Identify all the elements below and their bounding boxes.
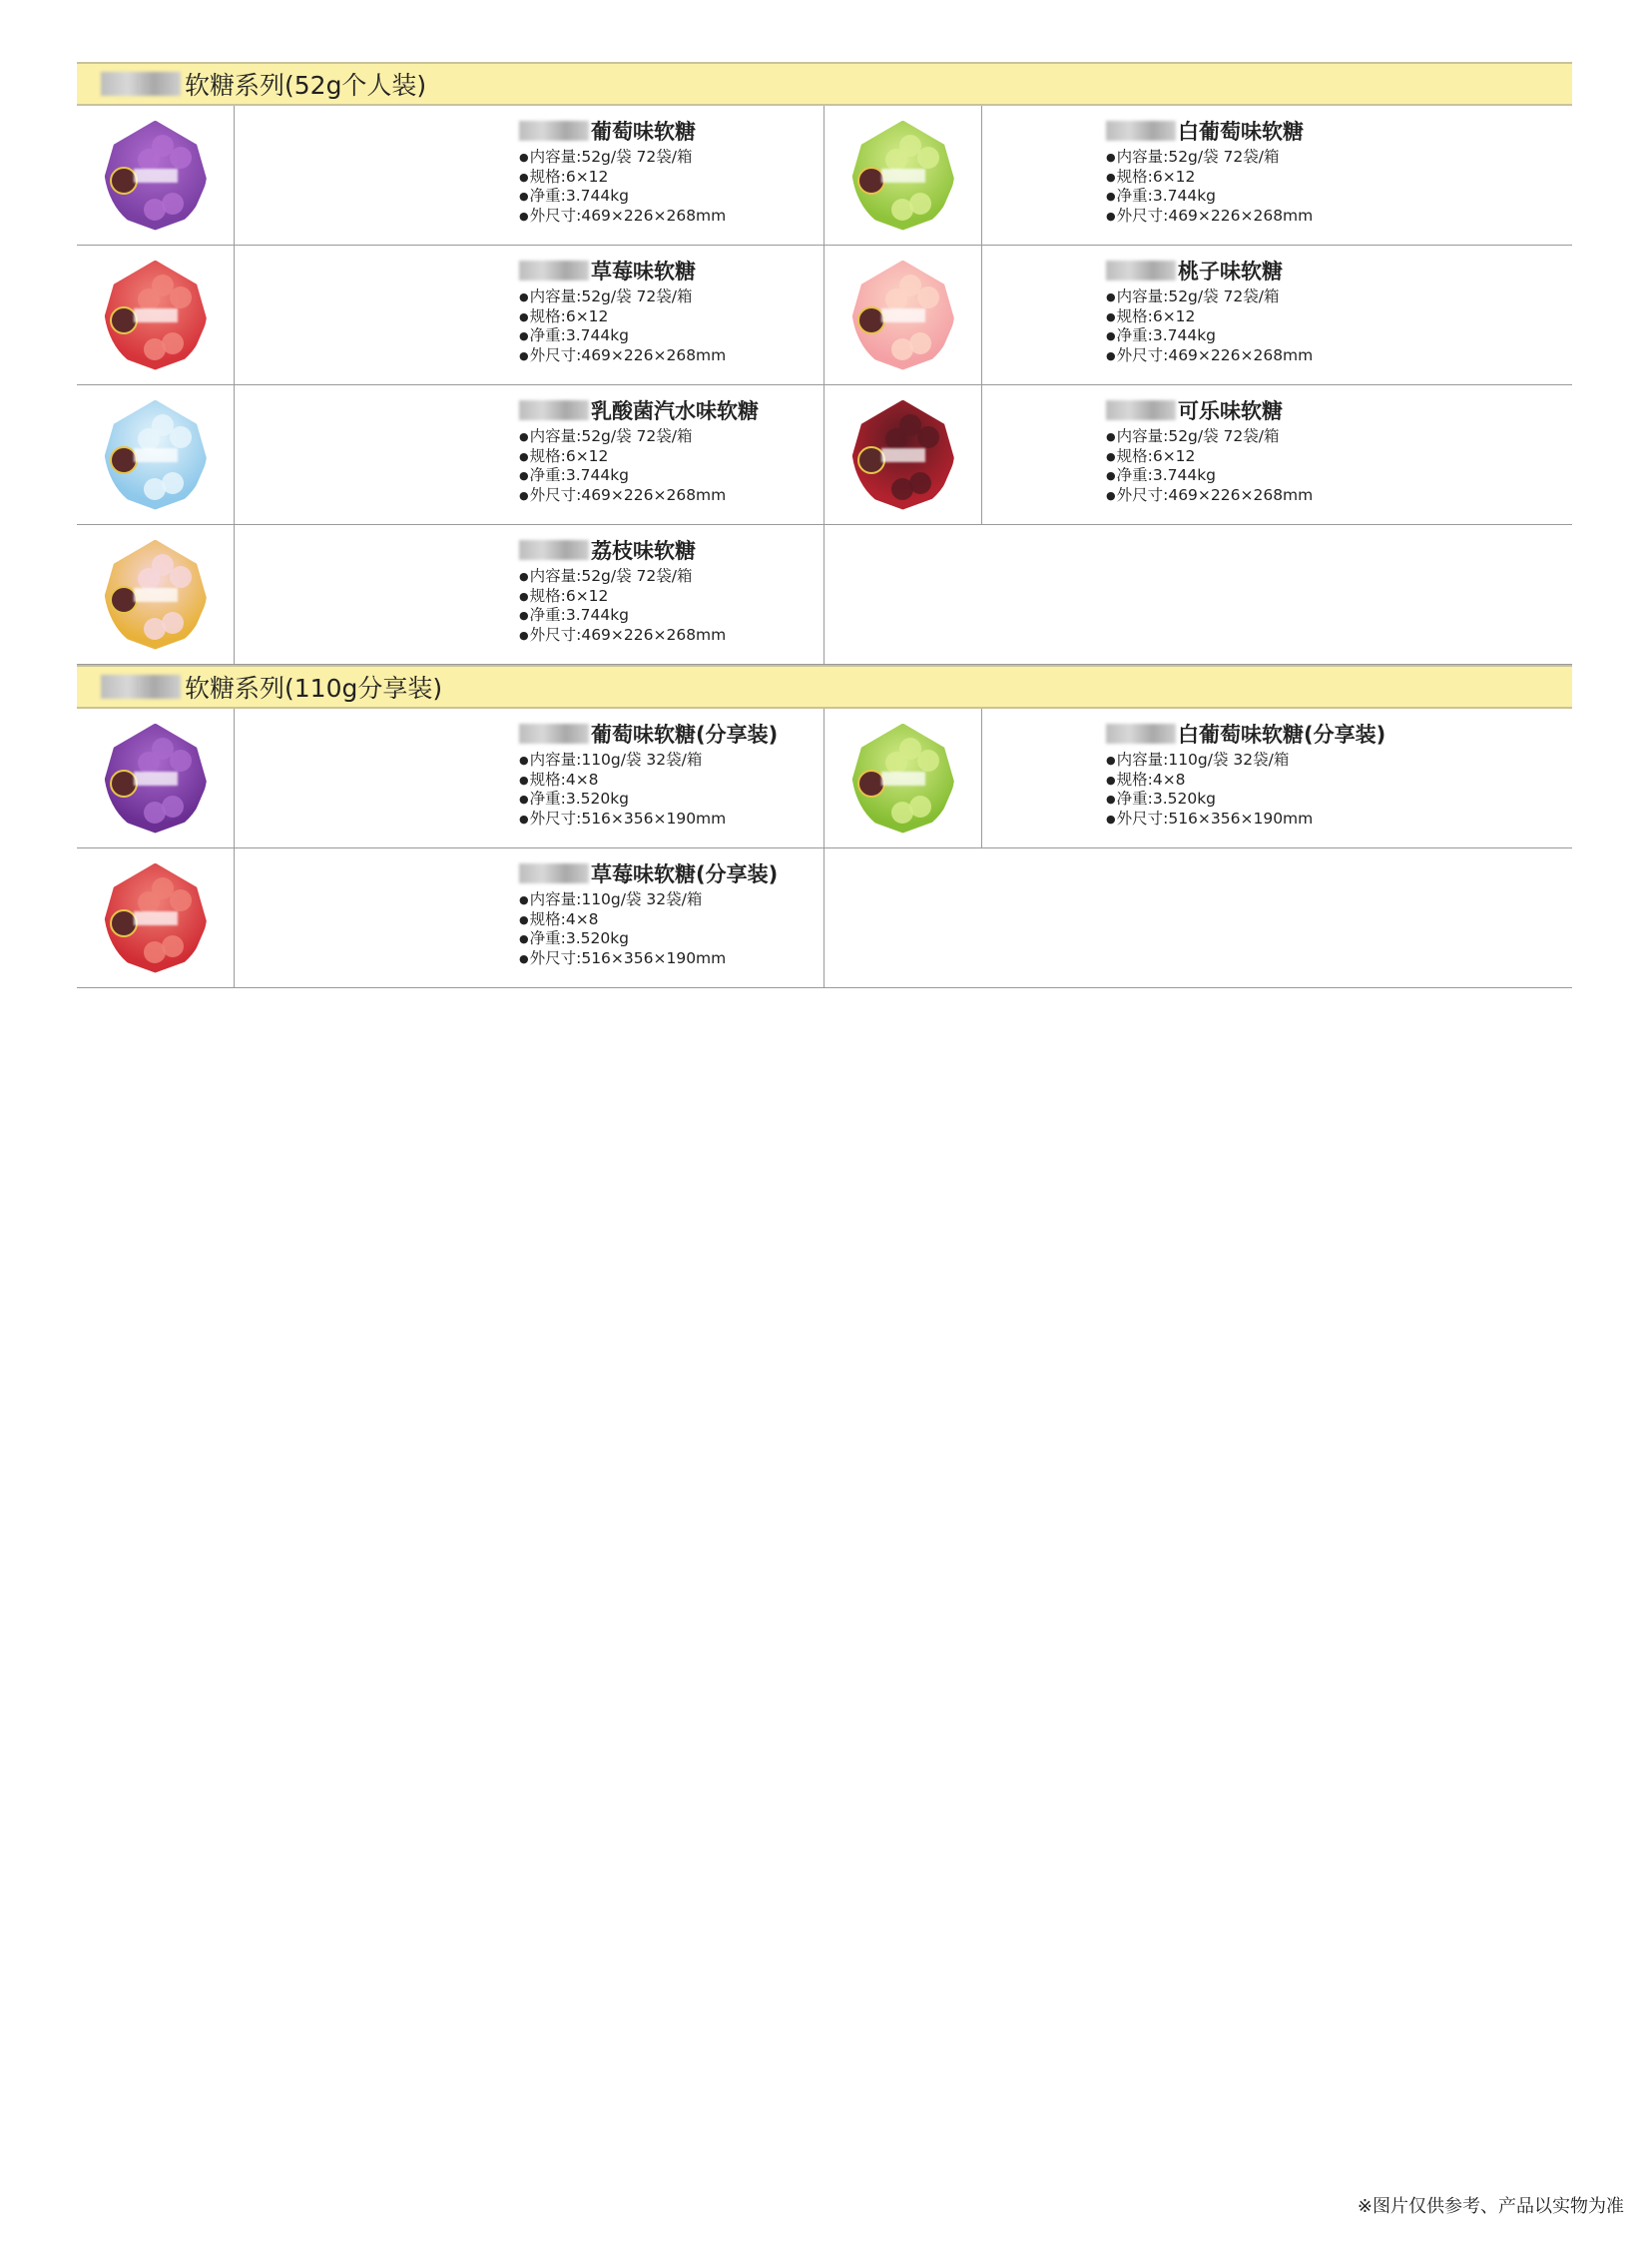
- fruit-graphic: [885, 428, 907, 450]
- brand-name-blurred: [519, 863, 589, 883]
- product-specs: [519, 890, 778, 968]
- fruit-graphic: [144, 478, 166, 500]
- spec-line: ● 规格:6×12: [519, 168, 726, 188]
- spec-line: ● 规格:6×12: [519, 587, 726, 607]
- product-specs: [1106, 287, 1313, 365]
- section-header: [77, 62, 1572, 106]
- spec-line: ● 规格:4×8: [1106, 771, 1385, 791]
- pouch-label-blurred: [881, 308, 925, 322]
- product-name-row: [1106, 118, 1313, 144]
- footnote: ※图片仅供参考、产品以实物为准: [1357, 2196, 1624, 2217]
- product-card: [77, 106, 825, 246]
- product-info: [519, 118, 726, 226]
- product-pouch-image: [851, 724, 955, 834]
- fruit-graphic: [144, 802, 166, 824]
- spec-line: ● 规格:6×12: [519, 447, 759, 467]
- spec-line: ● 净重:3.744kg: [1106, 326, 1313, 346]
- product-pouch-image: [104, 261, 208, 370]
- fruit-graphic: [170, 286, 192, 308]
- spec-line: ● 内容量:52g/袋 72袋/箱: [1106, 287, 1313, 307]
- brand-logo-blurred: [101, 675, 181, 699]
- product-info: [519, 721, 778, 829]
- spec-line: ● 内容量:110g/袋 32袋/箱: [519, 890, 778, 910]
- brand-name-blurred: [1106, 261, 1176, 280]
- product-name: 草莓味软糖: [591, 260, 696, 283]
- product-specs: [519, 751, 778, 829]
- product-card: [77, 385, 825, 525]
- fruit-graphic: [138, 568, 160, 590]
- product-grid: [77, 709, 1572, 988]
- spec-line: ● 净重:3.744kg: [519, 326, 726, 346]
- fruit-graphic: [891, 338, 913, 360]
- section-header: [77, 665, 1572, 709]
- pouch-label-blurred: [881, 169, 925, 183]
- spec-line: ● 规格:6×12: [1106, 307, 1313, 327]
- product-image-frame: [77, 106, 235, 245]
- fruit-graphic: [138, 428, 160, 450]
- spec-line: ● 净重:3.744kg: [519, 466, 759, 486]
- spec-line: ● 净重:3.520kg: [519, 929, 778, 949]
- fruit-graphic: [917, 286, 939, 308]
- fruit-graphic: [885, 149, 907, 171]
- fruit-graphic: [170, 426, 192, 448]
- spec-line: ● 外尺寸:469×226×268mm: [1106, 486, 1313, 506]
- product-name-row: [519, 860, 778, 886]
- product-card: [825, 385, 1572, 525]
- product-specs: [519, 427, 759, 505]
- product-name: 草莓味软糖(分享装): [591, 862, 779, 886]
- product-card: [77, 246, 825, 385]
- spec-line: ● 净重:3.744kg: [519, 187, 726, 207]
- product-name-row: [1106, 721, 1385, 747]
- empty-cell: [825, 848, 1572, 988]
- product-pouch-image: [104, 724, 208, 834]
- product-info: [1106, 258, 1313, 365]
- product-card: [825, 246, 1572, 385]
- section-title: 软糖系列(110g分享装): [185, 674, 443, 703]
- product-name-row: [1106, 258, 1313, 283]
- spec-line: ● 内容量:52g/袋 72袋/箱: [1106, 148, 1313, 168]
- fruit-graphic: [170, 147, 192, 169]
- product-name-row: [1106, 397, 1313, 423]
- product-info: [1106, 721, 1385, 829]
- product-name: 可乐味软糖: [1178, 399, 1283, 423]
- spec-line: ● 内容量:52g/袋 72袋/箱: [519, 148, 726, 168]
- product-name-row: [519, 537, 726, 563]
- brand-logo-blurred: [101, 72, 181, 96]
- product-image-frame: [77, 525, 235, 664]
- product-name-row: [519, 258, 726, 283]
- brand-name-blurred: [519, 400, 589, 420]
- product-name-row: [519, 721, 778, 747]
- product-specs: [1106, 148, 1313, 226]
- spec-line: ● 外尺寸:469×226×268mm: [519, 207, 726, 227]
- product-pouch-image: [104, 863, 208, 973]
- product-image-frame: [77, 385, 235, 524]
- spec-line: ● 内容量:52g/袋 72袋/箱: [519, 287, 726, 307]
- pouch-label-blurred: [134, 448, 178, 462]
- pouch-label-blurred: [134, 169, 178, 183]
- spec-line: ● 外尺寸:469×226×268mm: [519, 486, 759, 506]
- product-name-row: [519, 118, 726, 144]
- product-specs: [519, 567, 726, 645]
- product-info: [519, 537, 726, 645]
- product-image-frame: [77, 848, 235, 987]
- product-name: 桃子味软糖: [1178, 260, 1283, 283]
- spec-line: ● 规格:6×12: [1106, 168, 1313, 188]
- spec-line: ● 外尺寸:469×226×268mm: [1106, 207, 1313, 227]
- product-grid: [77, 106, 1572, 665]
- spec-line: ● 内容量:52g/袋 72袋/箱: [519, 427, 759, 447]
- product-pouch-image: [104, 121, 208, 231]
- product-image-frame: [77, 246, 235, 384]
- product-info: [519, 860, 778, 968]
- product-info: [1106, 118, 1313, 226]
- pouch-label-blurred: [134, 911, 178, 925]
- product-image-frame: [825, 709, 982, 847]
- product-info: [519, 258, 726, 365]
- product-pouch-image: [104, 400, 208, 510]
- spec-line: ● 内容量:110g/袋 32袋/箱: [1106, 751, 1385, 771]
- product-card: [825, 106, 1572, 246]
- product-pouch-image: [851, 121, 955, 231]
- fruit-graphic: [885, 752, 907, 774]
- pouch-label-blurred: [881, 772, 925, 786]
- product-specs: [519, 148, 726, 226]
- product-card: [77, 709, 825, 848]
- product-name: 荔枝味软糖: [591, 539, 696, 563]
- brand-name-blurred: [1106, 724, 1176, 744]
- product-image-frame: [77, 709, 235, 847]
- product-info: [1106, 397, 1313, 505]
- empty-cell: [825, 525, 1572, 665]
- spec-line: ● 规格:6×12: [519, 307, 726, 327]
- product-pouch-image: [851, 400, 955, 510]
- pouch-label-blurred: [881, 448, 925, 462]
- fruit-graphic: [144, 618, 166, 640]
- product-card: [77, 525, 825, 665]
- fruit-graphic: [891, 478, 913, 500]
- fruit-graphic: [891, 199, 913, 221]
- product-specs: [1106, 751, 1385, 829]
- product-specs: [1106, 427, 1313, 505]
- fruit-graphic: [170, 566, 192, 588]
- product-name-row: [519, 397, 759, 423]
- product-card: [825, 709, 1572, 848]
- product-catalog: [77, 62, 1572, 988]
- spec-line: ● 外尺寸:469×226×268mm: [1106, 346, 1313, 366]
- product-image-frame: [825, 246, 982, 384]
- spec-line: ● 外尺寸:516×356×190mm: [519, 949, 778, 969]
- fruit-graphic: [138, 149, 160, 171]
- product-name: 葡萄味软糖(分享装): [591, 723, 779, 747]
- fruit-graphic: [144, 941, 166, 963]
- spec-line: ● 净重:3.744kg: [1106, 466, 1313, 486]
- product-name: 乳酸菌汽水味软糖: [591, 399, 759, 423]
- fruit-graphic: [144, 338, 166, 360]
- spec-line: ● 内容量:110g/袋 32袋/箱: [519, 751, 778, 771]
- fruit-graphic: [891, 802, 913, 824]
- spec-line: ● 净重:3.744kg: [519, 606, 726, 626]
- brand-name-blurred: [519, 724, 589, 744]
- spec-line: ● 内容量:52g/袋 72袋/箱: [519, 567, 726, 587]
- spec-line: ● 规格:4×8: [519, 910, 778, 930]
- spec-line: ● 规格:4×8: [519, 771, 778, 791]
- pouch-label-blurred: [134, 772, 178, 786]
- fruit-graphic: [138, 752, 160, 774]
- product-name: 白葡萄味软糖: [1178, 120, 1304, 144]
- product-info: [519, 397, 759, 505]
- pouch-label-blurred: [134, 588, 178, 602]
- spec-line: ● 净重:3.520kg: [1106, 790, 1385, 810]
- spec-line: ● 净重:3.744kg: [1106, 187, 1313, 207]
- fruit-graphic: [138, 288, 160, 310]
- fruit-graphic: [144, 199, 166, 221]
- pouch-label-blurred: [134, 308, 178, 322]
- spec-line: ● 外尺寸:516×356×190mm: [519, 810, 778, 830]
- product-pouch-image: [104, 540, 208, 650]
- product-image-frame: [825, 385, 982, 524]
- spec-line: ● 内容量:52g/袋 72袋/箱: [1106, 427, 1313, 447]
- spec-line: ● 净重:3.520kg: [519, 790, 778, 810]
- spec-line: ● 外尺寸:469×226×268mm: [519, 346, 726, 366]
- spec-line: ● 外尺寸:516×356×190mm: [1106, 810, 1385, 830]
- section-title: 软糖系列(52g个人装): [185, 71, 427, 100]
- fruit-graphic: [917, 426, 939, 448]
- product-name: 葡萄味软糖: [591, 120, 696, 144]
- product-pouch-image: [851, 261, 955, 370]
- fruit-graphic: [917, 750, 939, 772]
- product-image-frame: [825, 106, 982, 245]
- fruit-graphic: [885, 288, 907, 310]
- brand-name-blurred: [519, 121, 589, 141]
- brand-name-blurred: [519, 540, 589, 560]
- fruit-graphic: [170, 750, 192, 772]
- product-specs: [519, 287, 726, 365]
- spec-line: ● 规格:6×12: [1106, 447, 1313, 467]
- brand-name-blurred: [1106, 121, 1176, 141]
- brand-name-blurred: [1106, 400, 1176, 420]
- product-card: [77, 848, 825, 988]
- spec-line: ● 外尺寸:469×226×268mm: [519, 626, 726, 646]
- fruit-graphic: [138, 891, 160, 913]
- fruit-graphic: [170, 889, 192, 911]
- fruit-graphic: [917, 147, 939, 169]
- brand-name-blurred: [519, 261, 589, 280]
- product-name: 白葡萄味软糖(分享装): [1178, 723, 1386, 747]
